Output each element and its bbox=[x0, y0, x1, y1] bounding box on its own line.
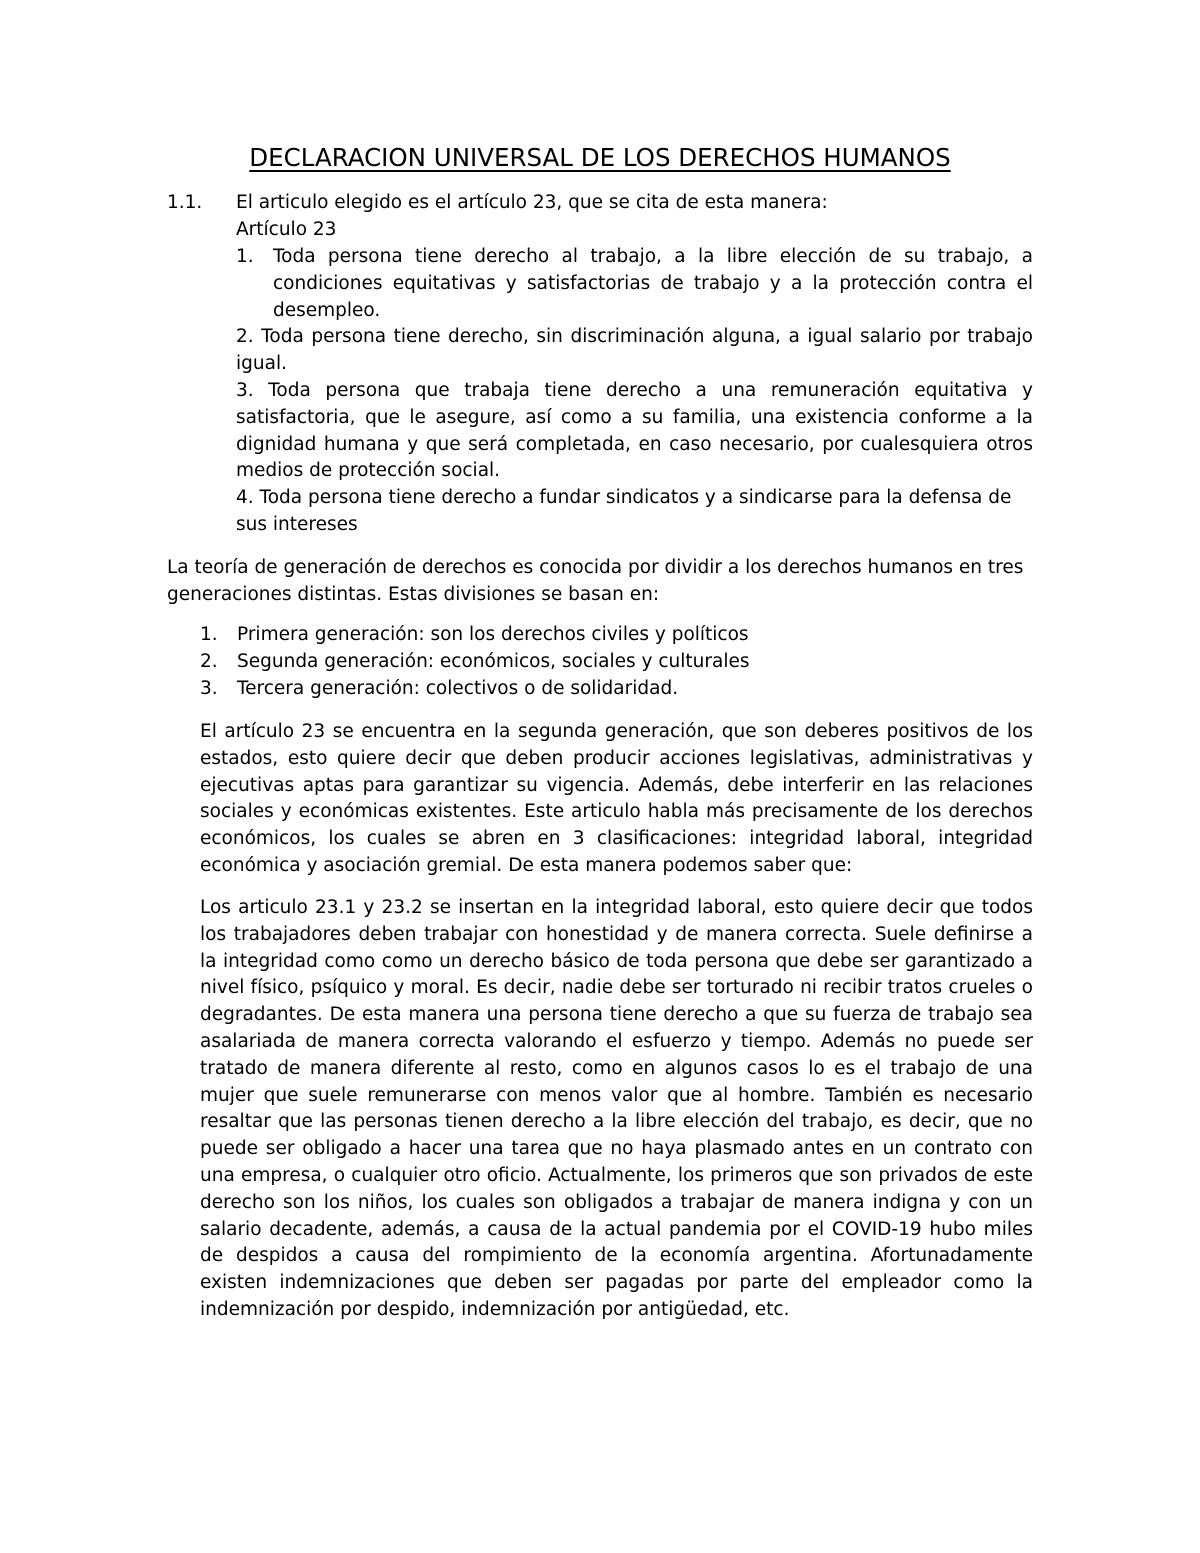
list-item-text: Tercera generación: colectivos o de solidaridad. bbox=[237, 677, 679, 699]
article-paragraph-number: 2. bbox=[236, 326, 254, 347]
article-paragraph-text: Toda persona tiene derecho a fundar sindicatos y a sindicarse para la defensa de sus intereses bbox=[236, 487, 1012, 535]
list-item bbox=[200, 676, 1033, 703]
analysis-paragraph bbox=[200, 719, 1033, 880]
list-item-number: 1. bbox=[200, 624, 218, 645]
section-number: 1.1. bbox=[167, 192, 203, 213]
article-paragraph-text: Toda persona tiene derecho al trabajo, a la libre elección de su trabajo, a condiciones equitativas y satisfactorias de trabajo y a la protección contra el desempleo. bbox=[273, 246, 1033, 321]
list-item-number: 2. bbox=[200, 650, 218, 672]
section-intro-text: El articulo elegido es el artículo 23, que se cita de esta manera: bbox=[236, 192, 828, 213]
article-paragraph bbox=[236, 378, 1033, 485]
list-item-text: Primera generación: son los derechos civiles y políticos bbox=[237, 624, 749, 645]
article-paragraph bbox=[236, 324, 1033, 378]
list-item-text: Segunda generación: económicos, sociales y culturales bbox=[237, 650, 750, 672]
article-paragraph bbox=[236, 485, 1033, 539]
article-paragraph-number: 4. bbox=[236, 487, 254, 508]
article-paragraph-number: 3. bbox=[236, 380, 254, 401]
generations-list bbox=[200, 622, 1033, 702]
article-paragraph-text: Toda persona que trabaja tiene derecho a una remuneración equitativa y satisfactoria, que le asegure, así como a su familia, una existencia conforme a la dignidad humana y que será completada, en caso necesario, por cualesquiera otros medios de protección social. bbox=[236, 380, 1033, 482]
integrity-paragraph-text: Los articulo 23.1 y 23.2 se insertan en la integridad laboral, esto quiere decir que todos los trabajadores deben trabajar con honestidad y de manera correcta. Suele definirse a la integridad como como un derecho básico de toda persona que debe ser garantizado a nivel físico, psíquico y moral. Es decir, nadie debe ser torturado ni recibir tratos crueles o degradantes. De esta manera una persona tiene derecho a que su fuerza de trabajo sea asalariada de manera correcta valorando el esfuerzo y tiempo. Además no puede ser tratado de manera diferente al resto, como en algunos casos lo es el trabajo de una mujer que suele remunerarse con menos valor que al hombre. También es necesario resaltar que las personas tienen derecho a la libre elección del trabajo, es decir, que no puede ser obligado a hacer una tarea que no haya plasmado antes en un contrato con una empresa, o cualquier otro oficio. Actualmente, los primeros que son privados de este derecho son los niños, los cuales son obligados a trabajar de manera indigna y con un salario decadente, además, a causa de la actual pandemia por el COVID-19 hubo miles de despidos a causa del rompimiento de la economía argentina. Afortunadamente existen indemnizaciones que deben ser pagadas por parte del empleador como la indemnización por despido, indemnización por antigüedad, etc. bbox=[200, 897, 1033, 1320]
article-heading-text: Artículo 23 bbox=[236, 219, 337, 240]
document-title: DECLARACION UNIVERSAL DE LOS DERECHOS HUMANOS bbox=[249, 143, 951, 172]
integrity-paragraph bbox=[200, 895, 1033, 1324]
article-heading bbox=[236, 217, 1036, 244]
theory-paragraph-text: La teoría de generación de derechos es conocida por dividir a los derechos humanos en tres generaciones distintas. Estas divisiones se basan en: bbox=[167, 557, 1024, 605]
analysis-paragraph-text: El artículo 23 se encuentra en la segunda generación, que son deberes positivos de los estados, esto quiere decir que deben producir acciones legislativas, administrativas y ejecutivas aptas para garantizar su vigencia. Además, debe interferir en las relaciones sociales y económicas existentes. Este articulo habla más precisamente de los derechos económicos, los cuales se abren en 3 clasificaciones: integridad laboral, integridad económica y asociación gremial. De esta manera podemos saber que: bbox=[200, 721, 1033, 876]
section-intro bbox=[236, 190, 1036, 217]
list-item bbox=[200, 622, 1033, 649]
list-item-number: 3. bbox=[200, 677, 218, 699]
article-paragraph-number: 1. bbox=[236, 246, 254, 267]
theory-paragraph bbox=[167, 555, 1033, 609]
article-paragraph bbox=[273, 244, 1033, 324]
article-paragraph-text: Toda persona tiene derecho, sin discriminación alguna, a igual salario por trabajo igual. bbox=[236, 326, 1033, 374]
list-item bbox=[200, 649, 1033, 676]
